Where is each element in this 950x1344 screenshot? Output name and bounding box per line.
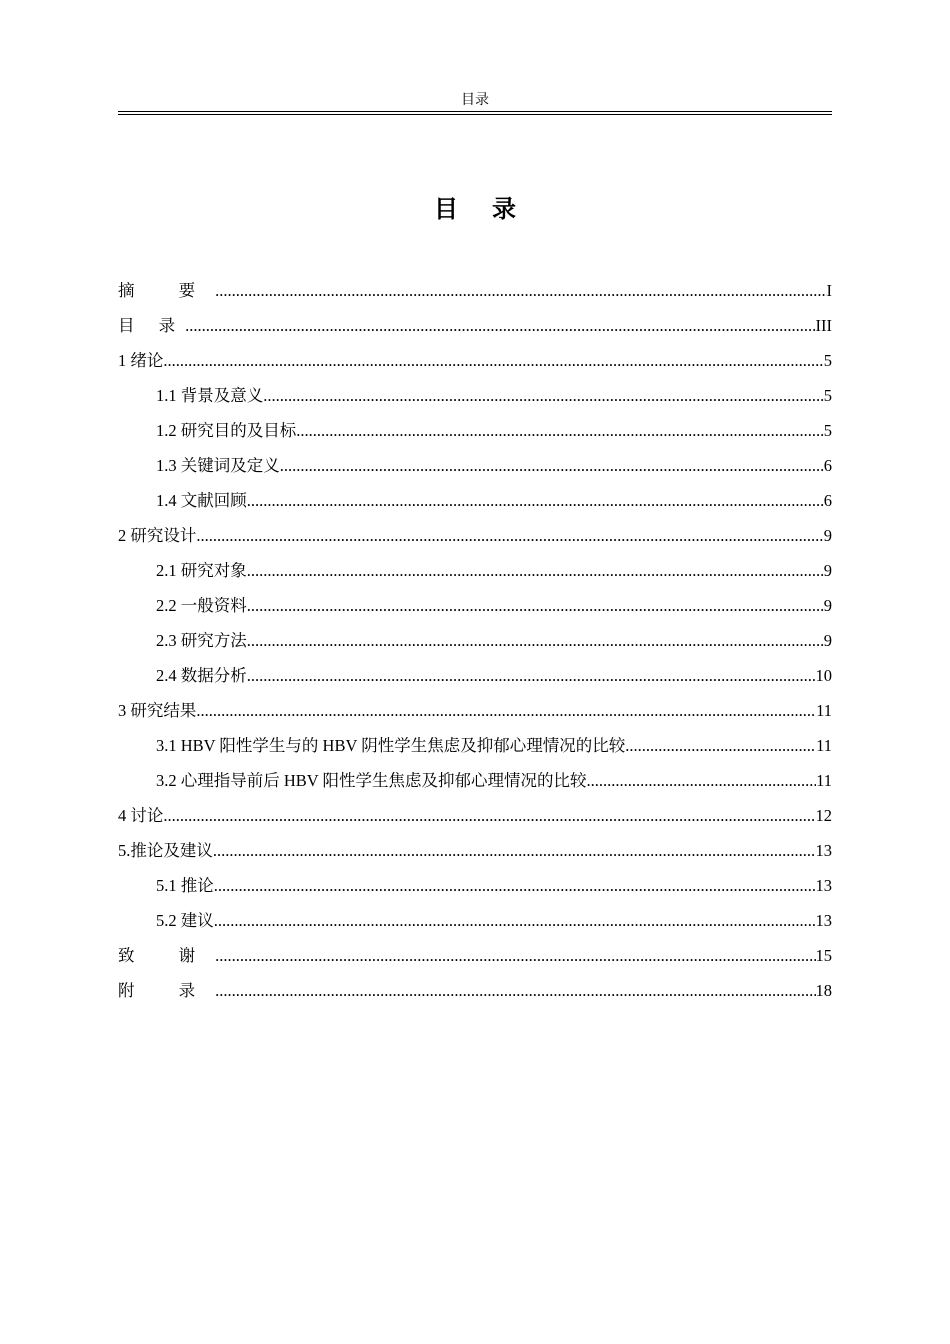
toc-entry[interactable] [118,276,832,311]
toc-entry[interactable] [118,311,832,346]
toc-entry-page-number: 18 [815,981,832,1000]
table-of-contents [118,276,832,1011]
toc-dot-leader [213,836,816,866]
toc-entry-label: 摘 要 [118,281,216,300]
toc-entry[interactable] [118,731,832,766]
toc-entry[interactable] [118,381,832,416]
toc-entry[interactable] [118,836,832,871]
toc-entry-label: 5.1 推论 [156,876,214,895]
toc-entry-page-number: 13 [815,876,832,895]
toc-entry-label: 2.4 数据分析 [156,666,247,685]
toc-entry-label: 2 研究设计 [118,526,197,545]
toc-entry-label: 1.2 研究目的及目标 [156,421,297,440]
toc-dot-leader [215,941,815,971]
toc-entry[interactable] [118,416,832,451]
toc-entry-page-number: 6 [823,456,832,475]
toc-entry[interactable] [118,486,832,521]
toc-entry-label: 3.2 心理指导前后 HBV 阳性学生焦虑及抑郁心理情况的比较 [156,771,587,790]
toc-entry[interactable] [118,661,832,696]
toc-dot-leader [247,486,824,516]
toc-entry-label: 4 讨论 [118,806,164,825]
toc-dot-leader [163,801,815,831]
toc-entry[interactable] [118,976,832,1011]
toc-dot-leader [587,766,817,796]
toc-entry[interactable] [118,801,832,836]
toc-dot-leader [247,556,824,586]
toc-dot-leader [196,521,823,551]
toc-entry-label: 5.推论及建议 [118,841,213,860]
toc-entry-page-number: 5 [823,351,832,370]
toc-entry[interactable] [118,451,832,486]
toc-entry[interactable] [118,591,832,626]
toc-entry-page-number: III [815,316,832,335]
toc-dot-leader [185,311,815,341]
toc-dot-leader [215,276,826,306]
toc-entry-label: 5.2 建议 [156,911,214,930]
toc-entry-page-number: 11 [816,771,832,790]
toc-entry-page-number: 10 [815,666,832,685]
toc-entry-label: 1 绪论 [118,351,164,370]
page-title: 目 录 [434,197,530,223]
running-header: 目录 [461,93,489,108]
toc-entry[interactable] [118,626,832,661]
toc-entry-label: 2.3 研究方法 [156,631,247,650]
toc-dot-leader [625,731,816,761]
toc-entry-page-number: 13 [815,841,832,860]
toc-dot-leader [280,451,824,481]
toc-dot-leader [247,626,824,656]
toc-entry-label: 1.1 背景及意义 [156,386,264,405]
toc-entry-page-number: 5 [823,386,832,405]
toc-entry[interactable] [118,766,832,801]
toc-entry-page-number: 12 [815,806,832,825]
toc-entry-page-number: 5 [823,421,832,440]
toc-entry-page-number: 11 [816,701,832,720]
toc-dot-leader [296,416,824,446]
toc-dot-leader [214,906,816,936]
toc-entry-page-number: 6 [823,491,832,510]
toc-dot-leader [263,381,824,411]
toc-entry-page-number: 11 [816,736,832,755]
toc-entry-label: 2.1 研究对象 [156,561,247,580]
toc-dot-leader [163,346,823,376]
toc-entry-page-number: 9 [823,561,832,580]
toc-entry[interactable] [118,696,832,731]
toc-entry-page-number: 9 [823,631,832,650]
toc-entry[interactable] [118,521,832,556]
toc-entry-label: 附 录 [118,981,216,1000]
toc-entry-page-number: 9 [823,526,832,545]
toc-entry[interactable] [118,346,832,381]
toc-entry-page-number: I [826,281,832,300]
toc-dot-leader [214,871,816,901]
toc-dot-leader [196,696,816,726]
toc-entry-label: 1.4 文献回顾 [156,491,247,510]
toc-dot-leader [247,661,816,691]
toc-entry[interactable] [118,556,832,591]
toc-entry-page-number: 13 [815,911,832,930]
header-rule [118,111,832,115]
toc-entry-label: 1.3 关键词及定义 [156,456,280,475]
toc-entry-label: 致 谢 [118,946,216,965]
toc-entry[interactable] [118,941,832,976]
toc-entry-label: 2.2 一般资料 [156,596,247,615]
toc-entry-label: 3 研究结果 [118,701,197,720]
toc-dot-leader [215,976,815,1006]
toc-entry-page-number: 9 [823,596,832,615]
toc-entry[interactable] [118,871,832,906]
toc-entry-label: 目 录 [118,316,186,335]
toc-dot-leader [247,591,824,621]
toc-entry-page-number: 15 [815,946,832,965]
toc-entry[interactable] [118,906,832,941]
toc-entry-label: 3.1 HBV 阳性学生与的 HBV 阴性学生焦虑及抑郁心理情况的比较 [156,736,626,755]
